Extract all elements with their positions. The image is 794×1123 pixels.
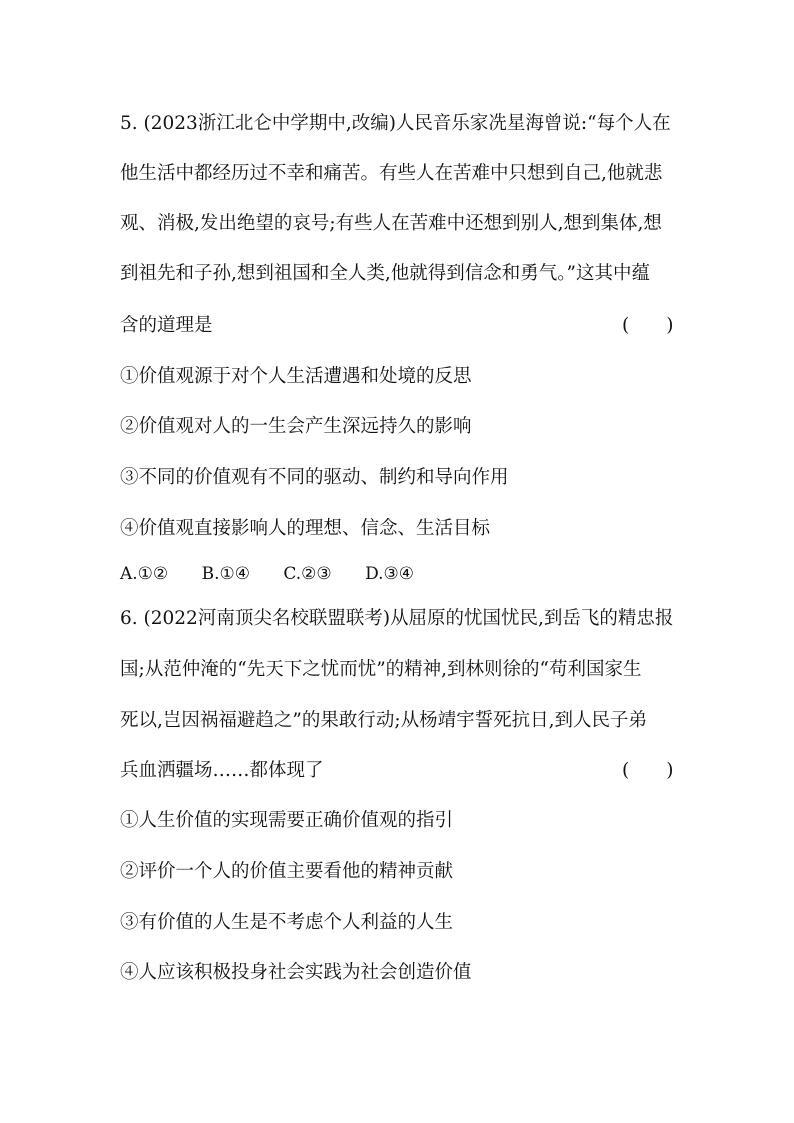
question-6-statement-1: ①人生价值的实现需要正确价值观的指引 bbox=[120, 810, 454, 831]
question-5-statement-3: ③不同的价值观有不同的驱动、制约和导向作用 bbox=[120, 467, 509, 488]
question-5-stem-line-1: 5. (2023浙江北仑中学期中,改编)人民音乐家冼星海曾说:“每个人在 bbox=[120, 113, 671, 134]
question-5-stem-line-5: 含的道理是 bbox=[120, 315, 213, 336]
option-d: D.③④ bbox=[365, 564, 414, 584]
question-6-stem-line-4: 兵血洒疆场……都体现了 bbox=[120, 760, 324, 781]
option-a: A.①② bbox=[120, 564, 169, 584]
question-5-stem-line-4: 到祖先和子孙,想到祖国和全人类,他就得到信念和勇气。”这其中蕴 bbox=[120, 263, 650, 284]
question-5-statement-1: ①价值观源于对个人生活遭遇和处境的反思 bbox=[120, 366, 472, 387]
question-5-statement-4: ④价值观直接影响人的理想、信念、生活目标 bbox=[120, 518, 491, 539]
question-6-stem-line-3: 死以,岂因祸福避趋之”的果敢行动;从杨靖宇誓死抗日,到人民子弟 bbox=[120, 710, 647, 731]
question-6-answer-blank: ( ) bbox=[622, 760, 674, 781]
question-5-stem-line-2: 他生活中都经历过不幸和痛苦。有些人在苦难中只想到自己,他就悲 bbox=[120, 163, 663, 184]
question-6-statement-4: ④人应该积极投身社会实践为社会创造价值 bbox=[120, 962, 472, 983]
option-c: C.②③ bbox=[283, 564, 332, 584]
question-6-stem-line-1: 6. (2022河南顶尖名校联盟联考)从屈原的忧国忧民,到岳飞的精忠报 bbox=[120, 608, 674, 629]
question-6-statement-3: ③有价值的人生是不考虑个人利益的人生 bbox=[120, 912, 454, 933]
question-5-stem-line-3: 观、消极,发出绝望的哀号;有些人在苦难中还想到别人,想到集体,想 bbox=[120, 213, 662, 234]
question-6-stem-line-2: 国;从范仲淹的“先天下之忧而忧”的精神,到林则徐的“苟利国家生 bbox=[120, 659, 642, 680]
question-5-statement-2: ②价值观对人的一生会产生深远持久的影响 bbox=[120, 416, 472, 437]
option-b: B.①④ bbox=[201, 564, 250, 584]
question-5-options bbox=[120, 562, 442, 586]
question-6-statement-2: ②评价一个人的价值主要看他的精神贡献 bbox=[120, 861, 454, 882]
question-5-answer-blank: ( ) bbox=[622, 315, 674, 336]
